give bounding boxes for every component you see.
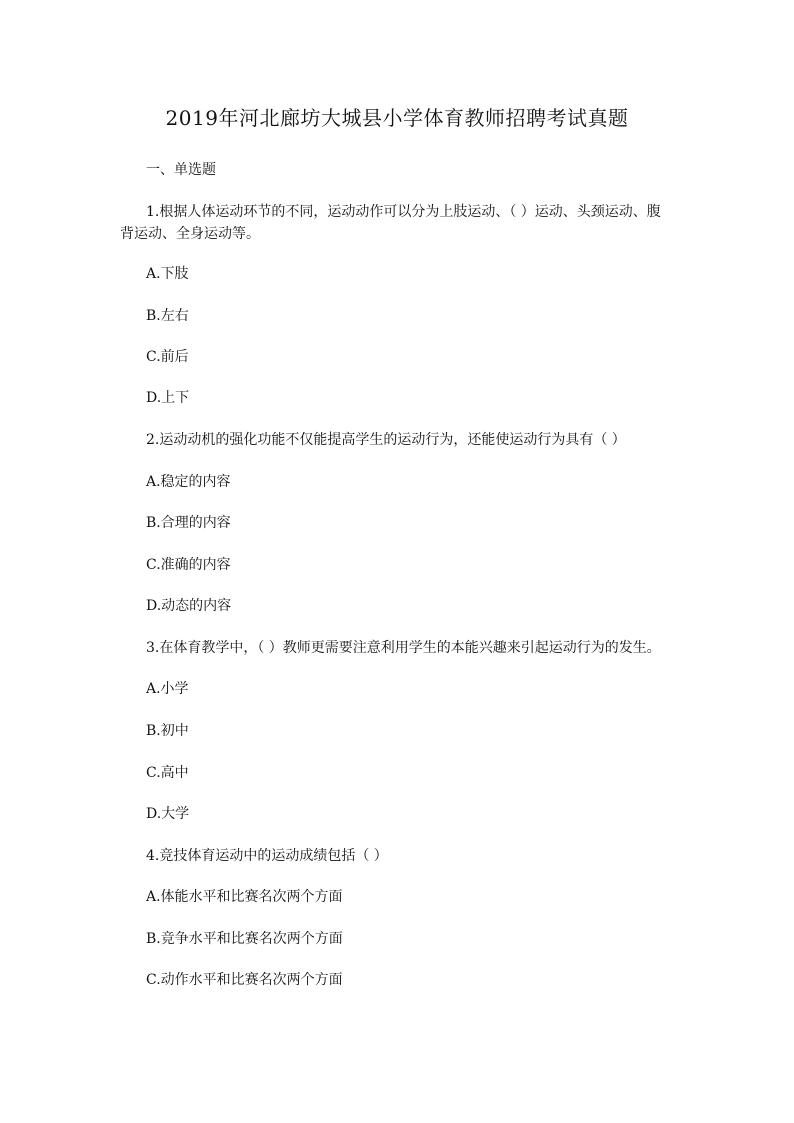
question-2-option-b: B.合理的内容: [146, 515, 231, 531]
question-2-option-a: A.稳定的内容: [146, 474, 231, 490]
question-3-option-b: B.初中: [146, 723, 189, 739]
question-3-option-d: D.大学: [146, 806, 190, 822]
question-2-stem: 2.运动动机的强化功能不仅能提高学生的运动行为，还能使运动行为具有（ ）: [146, 432, 626, 448]
question-1-option-c: C.前后: [146, 349, 189, 365]
question-2-option-c: C.准确的内容: [146, 557, 231, 573]
question-1-stem-line-1: 1.根据人体运动环节的不同，运动动作可以分为上肢运动、（ ）运动、头颈运动、腹: [146, 204, 661, 220]
question-1-option-a: A.下肢: [146, 266, 189, 282]
question-1-option-d: D.上下: [146, 390, 190, 406]
question-4-stem: 4.竞技体育运动中的运动成绩包括（ ）: [146, 848, 388, 864]
page-title: 2019年河北廊坊大城县小学体育教师招聘考试真题: [165, 106, 629, 130]
question-4-option-a: A.体能水平和比赛名次两个方面: [146, 889, 343, 905]
question-2-option-d: D.动态的内容: [146, 598, 232, 614]
question-4-option-c: C.动作水平和比赛名次两个方面: [146, 972, 343, 988]
question-1-stem-line-2: 背运动、全身运动等。: [120, 226, 260, 242]
question-4-option-b: B.竞争水平和比赛名次两个方面: [146, 931, 343, 947]
question-3-option-a: A.小学: [146, 681, 189, 697]
question-3-stem: 3.在体育教学中，（ ）教师更需要注意利用学生的本能兴趣来引起运动行为的发生。: [146, 640, 661, 656]
question-1-option-b: B.左右: [146, 308, 189, 324]
question-3-option-c: C.高中: [146, 765, 189, 781]
section-heading: 一、单选题: [146, 162, 216, 178]
